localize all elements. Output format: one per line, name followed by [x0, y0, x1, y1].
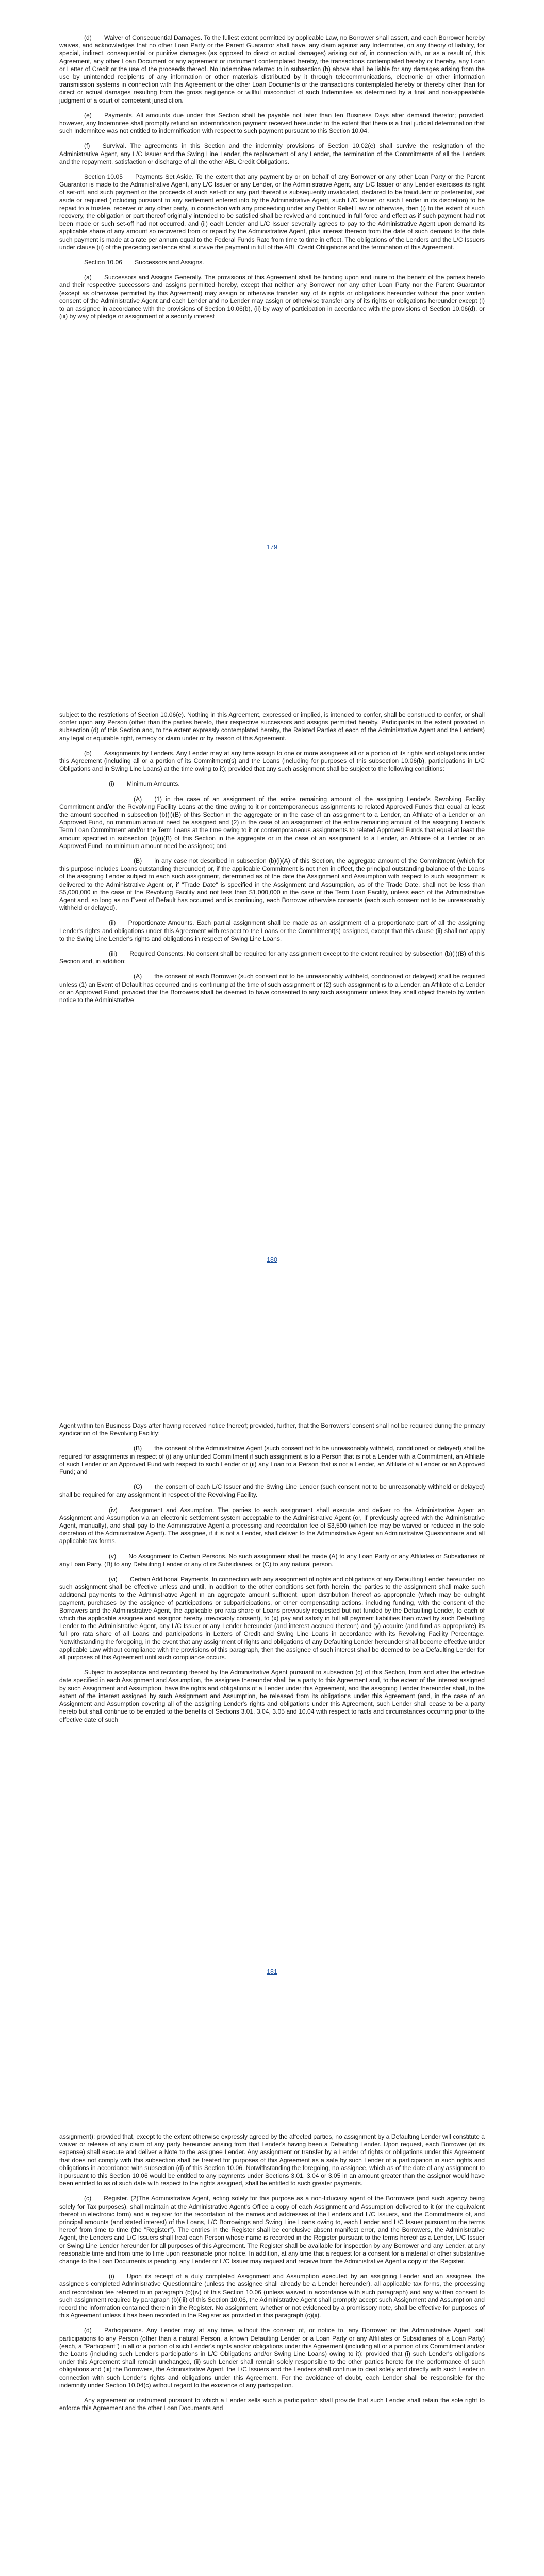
document-page-182: [0, 2133, 544, 2420]
page-number-link[interactable]: 181: [267, 1968, 277, 1975]
paragraph-continuation: subject to the restrictions of Section 10.06(e). Nothing in this Agreement, expressed or implied, is intended to confer, shall be construed to confer, or shall confer upon any Person (other than the parties hereto, their respective successors and assigns permitted hereby, Participants to the extent provided in subsection (d) of this Section and, to the extent expressly contemplated hereby, the Related Parties of each of the Administrative Agent and the Lenders) any legal or equitable right, remedy or claim under or by reason of this Agreement.: [59, 711, 485, 742]
paragraph-consent-admin-agent: (B) the consent of the Administrative Agent (such consent not to be unreasonably withheld, conditioned or delayed) shall be required for assignments in respect of (i) any unfunded Commitment if such assignment is to a Person that is not a Lender with a Commitment, an Affiliate of such Lender or an Approved Fund with respect to such Lender or (ii) any Loan to a Person that is not a Lender, an Affiliate of a Lender or an Approved Fund; and: [59, 1445, 485, 1476]
heading-section-10-06: Section 10.06 Successors and Assigns.: [84, 259, 204, 266]
paragraph-section-10-05: Section 10.05 Payments Set Aside. To the extent that any payment by or on behalf of any Borrower or any other Loan Party or the Parent Guarantor is made to the Administrative Agent, any L/C Issuer or any Lender, or the Administrative Agent, any L/C Issuer or any Lender exercises its right of set-off, and such payment or the proceeds of such set-off or any part thereof is subsequently invalidated, declared to be fraudulent or preferential, set aside or required (including pursuant to any settlement entered into by the Administrative Agent, such L/C Issuer or such Lender in its discretion) to be repaid to a trustee, receiver or any other party, in connection with any proceeding under any Debtor Relief Law or otherwise, then (i) to the extent of such recovery, the obligation or part thereof originally intended to be satisfied shall be revived and continued in full force and effect as if such payment had not been made or such set-off had not occurred, and (ii) each Lender and L/C Issuer severally agrees to pay to the Administrative Agent upon demand its applicable share of any amount so recovered from or repaid by the Administrative Agent, plus interest thereon from the date of such demand to the date such payment is made at a rate per annum equal to the Federal Funds Rate from time to time in effect. The obligations of the Lenders and the L/C Issuers under clause (ii) of the preceding sentence shall survive the payment in full of the ABL Credit Obligations and the termination of this Agreement.: [59, 173, 485, 251]
page-number-link[interactable]: 180: [267, 1256, 277, 1263]
document-page-181: [0, 1422, 544, 1731]
document-page-179: [0, 34, 544, 328]
paragraph-continuation: assignment); provided that, except to the extent otherwise expressly agreed by the affected parties, no assignment by a Defaulting Lender will constitute a waiver or release of any claim of any party hereunder arising from that Lender's having been a Defaulting Lender. Upon request, each Borrower (at its expense) shall execute and deliver a Note to the assignee Lender. Any assignment or transfer by a Lender of rights or obligations under this Agreement that does not comply with this subsection shall be treated for purposes of this Agreement as a sale by such Lender of a participation in such rights and obligations in accordance with subsection (d) of this Section 10.06. Notwithstanding the foregoing, no assignee, which as of the date of any assignment to it pursuant to this Section 10.06 would be entitled to any payments under Sections 3.01, 3.04 or 3.05 in an amount greater than the assignor would have been entitled to as of such date with respect to the rights assigned, shall be entitled to such greater payments.: [59, 2133, 485, 2188]
paragraph-certain-additional-payments: (vi) Certain Additional Payments. In connection with any assignment of rights and obligations of any Defaulting Lender hereunder, no such assignment shall be effective unless and until, in addition to the other conditions set forth herein, the parties to the assignment shall make such additional payments to the Administrative Agent in an aggregate amount sufficient, upon distribution thereof as appropriate (which may be outright payment, purchases by the assignee of participations or subparticipations, or other compensating actions, including funding, with the consent of the Borrowers and the Administrative Agent, the applicable pro rata share of Loans previously requested but not funded by the Defaulting Lender, to each of which the applicable assignee and assignor hereby irrevocably consent), to (x) pay and satisfy in full all payment liabilities then owed by such Defaulting Lender to the Administrative Agent, any L/C Issuer or any Lender hereunder (and interest accrued thereon) and (y) acquire (and fund as appropriate) its full pro rata share of all Loans and participations in Letters of Credit and Swing Line Loans in accordance with its Revolving Facility Percentage. Notwithstanding the foregoing, in the event that any assignment of rights and obligations of any Defaulting Lender hereunder shall become effective under applicable Law without compliance with the provisions of this paragraph, then the assignee of such interest shall be deemed to be a Defaulting Lender for all purposes of this Agreement until such compliance occurs.: [59, 1575, 485, 1662]
paragraph-consent-lc-issuer: (C) the consent of each L/C Issuer and the Swing Line Lender (such consent not to be unreasonably withheld or delayed) shall be required for any assignment in respect of the Revolving Facility.: [59, 1483, 485, 1499]
paragraph-waiver-consequential-damages: (d) Waiver of Consequential Damages. To the fullest extent permitted by applicable Law, no Borrower shall assert, and each Borrower hereby waives, and acknowledges that no other Loan Party or the Parent Guarantor shall have, any claim against any Indemnitee, on any theory of liability, for special, indirect, consequential or punitive damages (as opposed to direct or actual damages) arising out of, in connection with, or as a result of, this Agreement, any other Loan Document or any agreement or instrument contemplated hereby, the transactions contemplated hereby or thereby, any Loan or Letter of Credit or the use of the proceeds thereof. No Indemnitee referred to in subsection (b) above shall be liable for any damages arising from the use by unintended recipients of any information or other materials distributed by it through telecommunications, electronic or other information transmission systems in connection with this Agreement or the other Loan Documents or the transactions contemplated hereby or thereby other than for direct or actual damages resulting from the gross negligence or willful misconduct of such Indemnitee as determined by a final and non-appealable judgment of a court of competent jurisdiction.: [59, 34, 485, 104]
paragraph-survival: (f) Survival. The agreements in this Section and the indemnity provisions of Section 10.02(e) shall survive the resignation of the Administrative Agent, any L/C Issuer and the Swing Line Lender, the replacement of any Lender, the termination of the Commitments of all the Lenders and the repayment, satisfaction or discharge of all the other ABL Credit Obligations.: [59, 142, 485, 165]
paragraph-payments: (e) Payments. All amounts due under this Section shall be payable not later than ten Business Days after demand therefor; provided, however, any Indemnitee shall promptly refund an indemnification payment received hereunder to the extent that there is a final judicial determination that such Indemnitee was not entitled to indemnification with respect to such payment pursuant to this Section 10.04.: [59, 111, 485, 135]
paragraph-any-agreement: Any agreement or instrument pursuant to which a Lender sells such a participation shall provide that such Lender shall retain the sole right to enforce this Agreement and the other Loan Documents and: [59, 2397, 485, 2412]
document-page-180: [0, 711, 544, 1011]
paragraph-assignments-by-lenders: (b) Assignments by Lenders. Any Lender may at any time assign to one or more assignees all or a portion of its rights and obligations under this Agreement (including all or a portion of its Commitment(s) and the Loans (including for purposes of this subsection 10.06(b), participations in L/C Obligations and in Swing Line Loans) at the time owing to it); provided that any such assignment shall be subject to the following conditions:: [59, 749, 485, 773]
paragraph-upon-receipt: (i) Upon its receipt of a duly completed Assignment and Assumption executed by an assigning Lender and an assignee, the assignee's completed Administrative Questionnaire (unless the assignee shall already be a Lender hereunder), all applicable tax forms, the processing and recordation fee referred to in paragraph (b)(iv) of this Section 10.06 (unless waived in accordance with such paragraph) and any written consent to such assignment required by paragraph (b)(iii) of this Section 10.06, the Administrative Agent shall promptly accept such Assignment and Assumption and record the information contained therein in the Register. No assignment, whether or not evidenced by a promissory note, shall be effective for purposes of this Agreement unless it has been recorded in the Register as provided in this paragraph (c)(ii).: [59, 2273, 485, 2319]
paragraph-successors-assigns-generally: (a) Successors and Assigns Generally. The provisions of this Agreement shall be binding upon and inure to the benefit of the parties hereto and their respective successors and assigns permitted hereby, except that neither any Borrower nor any other Loan Party nor the Parent Guarantor (except as otherwise permitted by this Agreement) may assign or otherwise transfer any of its rights or obligations hereunder without the prior written consent of the Administrative Agent and each Lender and no Lender may assign or otherwise transfer any of its rights or obligations hereunder except (i) to an assignee in accordance with the provisions of Section 10.06(b), (ii) by way of participation in accordance with the provisions of Section 10.06(d), or (iii) by way of pledge or assignment of a security interest: [59, 274, 485, 320]
paragraph-register: (c) Register. (2)The Administrative Agent, acting solely for this purpose as a non-fiduciary agent of the Borrowers (and such agency being solely for Tax purposes), shall maintain at the Administrative Agent's Office a copy of each Assignment and Assumption delivered to it (or the equivalent thereof in electronic form) and a register for the recordation of the names and addresses of the Lenders and L/C Issuers, and the Commitments of, and principal amounts (and stated interest) of the Loans, L/C Borrowings and Swing Line Loans owing to, each Lender and L/C Issuer pursuant to the terms hereof from time to time (the "Register"). The entries in the Register shall be conclusive absent manifest error, and the Borrowers, the Administrative Agent, the Lenders and L/C Issuers shall treat each Person whose name is recorded in the Register pursuant to the terms hereof as a Lender, L/C Issuer or Swing Line Lender hereunder for all purposes of this Agreement. The Register shall be available for inspection by any Borrower and any Lender, at any reasonable time and from time to time upon reasonable prior notice. In addition, at any time that a request for a consent for a material or other substantive change to the Loan Documents is pending, any Lender or L/C Issuer may request and receive from the Administrative Agent a copy of the Register.: [59, 2195, 485, 2265]
paragraph-clause-a: (A) (1) in the case of an assignment of the entire remaining amount of the assigning Lender's Revolving Facility Commitment and/or the Revolving Facility Loans at the time owing to it or contemporaneous assignments to related Approved Funds that equal at least the amount specified in subsection (b)(i)(B) of this Section in the aggregate or in the case of an assignment to a Lender, an Affiliate of a Lender or an Approved Fund, no minimum amount need be assigned and (2) in the case of an assignment of the entire remaining amount of the assigning Lender's Term Loan Commitment and/or the Term Loans at the time owing to it or contemporaneous assignments to related Approved Funds that equal at least the amount specified in subsection (b)(i)(B) of this Section in the aggregate or in the case of an assignment to a Lender, an Affiliate of a Lender or an Approved Fund, no minimum amount need be assigned; and: [59, 795, 485, 850]
paragraph-required-consents: (iii) Required Consents. No consent shall be required for any assignment except to the extent required by subsection (b)(i)(B) of this Section and, in addition:: [59, 950, 485, 965]
paragraph-clause-b: (B) in any case not described in subsection (b)(i)(A) of this Section, the aggregate amount of the Commitment (which for this purpose includes Loans outstanding thereunder) or, if the applicable Commitment is not then in effect, the principal outstanding balance of the Loans of the assigning Lender subject to each such assignment, determined as of the date the Assignment and Assumption with respect to such assignment is delivered to the Administrative Agent or, if "Trade Date" is specified in the Assignment and Assumption, as of the Trade Date, shall not be less than $5,000,000 in the case of the Revolving Facility and not less than $1,000,000 in the case of the Term Loan Facility, unless each of the Administrative Agent and, so long as no Event of Default has occurred and is continuing, each Borrower otherwise consents (each such consent not to be unreasonably withheld or delayed).: [59, 857, 485, 912]
paragraph-subject-to-acceptance: Subject to acceptance and recording thereof by the Administrative Agent pursuant to subsection (c) of this Section, from and after the effective date specified in each Assignment and Assumption, the assignee thereunder shall be a party to this Agreement and, to the extent of the interest assigned by such Assignment and Assumption, have the rights and obligations of a Lender under this Agreement, and the assigning Lender thereunder shall, to the extent of the interest assigned by such Assignment and Assumption, be released from its obligations under this Agreement (and, in the case of an Assignment and Assumption covering all of the assigning Lender's rights and obligations under this Agreement, such Lender shall cease to be a party hereto but shall continue to be entitled to the benefits of Sections 3.01, 3.04, 3.05 and 10.04 with respect to facts and circumstances occurring prior to the effective date of such: [59, 1669, 485, 1723]
heading-minimum-amounts: (i) Minimum Amounts.: [109, 780, 180, 788]
paragraph-continuation: Agent within ten Business Days after having received notice thereof; provided, further, that the Borrowers' consent shall not be required during the primary syndication of the Revolving Facility;: [59, 1422, 485, 1437]
paragraph-consent-borrower: (A) the consent of each Borrower (such consent not to be unreasonably withheld, conditioned or delayed) shall be required unless (1) an Event of Default has occurred and is continuing at the time of such assignment or (2) such assignment is to a Lender, an Affiliate of a Lender or an Approved Fund; provided that the Borrowers shall be deemed to have consented to any such assignment unless they shall object thereto by written notice to the Administrative: [59, 973, 485, 1004]
paragraph-assignment-assumption: (iv) Assignment and Assumption. The parties to each assignment shall execute and deliver to the Administrative Agent an Assignment and Assumption via an electronic settlement system acceptable to the Administrative Agent (or, if previously agreed with the Administrative Agent, manually), and shall pay to the Administrative Agent a processing and recordation fee of $3,500 (which fee may be waived or reduced in the sole discretion of the Administrative Agent). The assignee, if it is not a Lender, shall deliver to the Administrative Agent an Administrative Questionnaire and all applicable tax forms.: [59, 1506, 485, 1545]
page-number-link[interactable]: 179: [267, 544, 277, 551]
paragraph-no-assignment-certain-persons: (v) No Assignment to Certain Persons. No such assignment shall be made (A) to any Loan Party or any Affiliates or Subsidiaries of any Loan Party, (B) to any Defaulting Lender or any of its Subsidiaries, or (C) to any natural person.: [59, 1552, 485, 1568]
paragraph-participations: (d) Participations. Any Lender may at any time, without the consent of, or notice to, any Borrower or the Administrative Agent, sell participations to any Person (other than a natural Person, a known Defaulting Lender or a Loan Party or any Affiliates or Subsidiaries of a Loan Party) (each, a "Participant") in all or a portion of such Lender's rights and/or obligations under this Agreement (including all or a portion of its Commitment and/or the Loans (including such Lender's participations in L/C Obligations and/or Swing Line Loans) owing to it); provided that (i) such Lender's obligations under this Agreement shall remain unchanged, (ii) such Lender shall remain solely responsible to the other parties hereto for the performance of such obligations and (iii) the Borrowers, the Administrative Agent, the L/C Issuers and the Lenders shall continue to deal solely and directly with such Lender in connection with such Lender's rights and obligations under this Agreement. For the avoidance of doubt, each Lender shall be responsible for the indemnity under Section 10.04(c) without regard to the existence of any participation.: [59, 2327, 485, 2389]
paragraph-proportionate-amounts: (ii) Proportionate Amounts. Each partial assignment shall be made as an assignment of a proportionate part of all the assigning Lender's rights and obligations under this Agreement with respect to the Loans or the Commitment(s) assigned, except that this clause (ii) shall not apply to the Swing Line Lender's rights and obligations in respect of Swing Line Loans.: [59, 919, 485, 942]
